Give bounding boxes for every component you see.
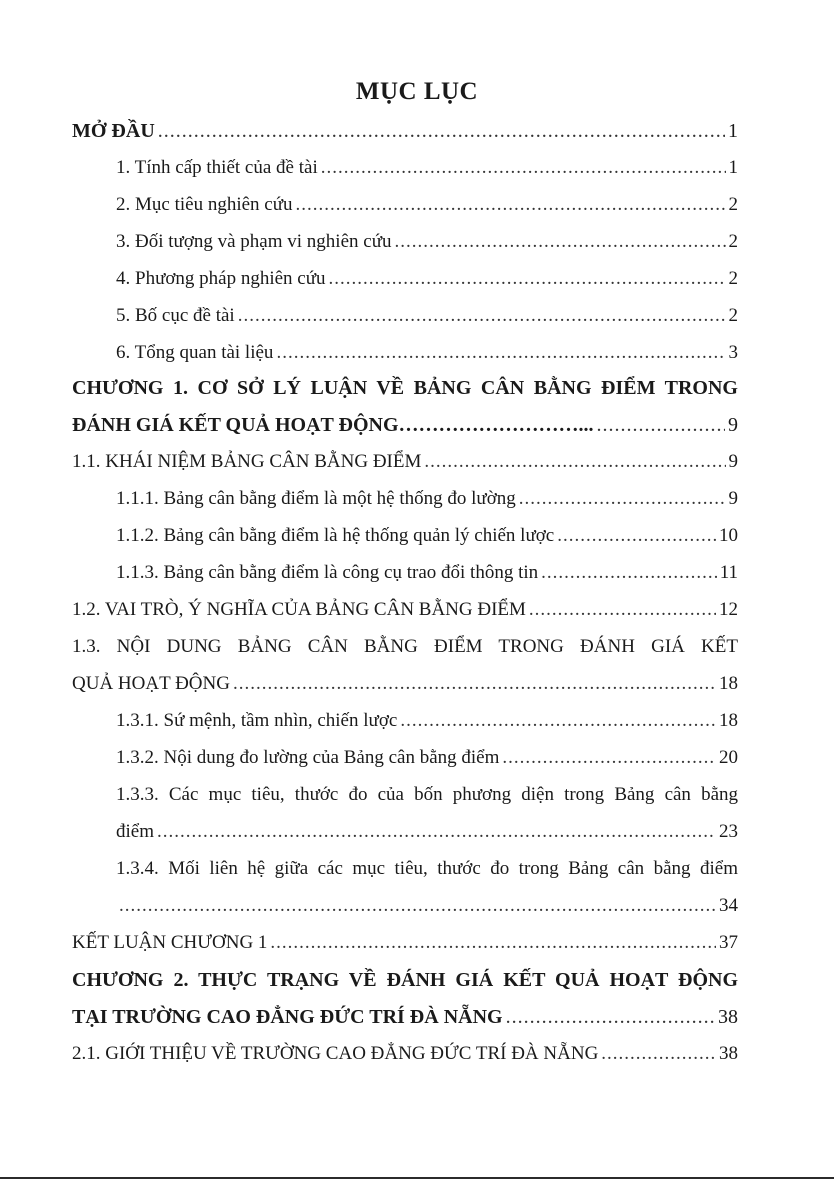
- toc-entry: [72, 599, 738, 636]
- toc-page-number: 2: [728, 268, 738, 289]
- toc-entry: [72, 414, 738, 451]
- toc-leader: [597, 414, 725, 437]
- toc-entry: [116, 268, 738, 305]
- toc-entry-text: 6. Tổng quan tài liệu: [116, 342, 274, 363]
- toc-entry: [116, 305, 738, 342]
- toc-leader: [158, 120, 725, 143]
- toc-page-number: 9: [728, 451, 738, 472]
- toc-leader: [529, 599, 716, 621]
- toc-entry-text: QUẢ HOẠT ĐỘNG: [72, 673, 230, 694]
- toc-leader: [424, 451, 725, 473]
- toc-entry: [116, 194, 738, 231]
- toc-page-number: 20: [719, 747, 738, 768]
- toc-entry: [116, 710, 738, 747]
- toc-leader: [601, 1043, 716, 1065]
- toc-leader: [276, 342, 725, 364]
- toc-page-number: 9: [728, 414, 738, 436]
- toc-entry-text: 1.3.1. Sứ mệnh, tầm nhìn, chiến lược: [116, 710, 398, 731]
- toc-page-number: 2: [728, 231, 738, 252]
- toc-entry-text: 1.1. KHÁI NIỆM BẢNG CÂN BẰNG ĐIỂM: [72, 451, 422, 472]
- toc-entry-text: KẾT LUẬN CHƯƠNG 1: [72, 932, 268, 953]
- toc-leader: [395, 231, 726, 253]
- toc-leader: [329, 268, 726, 290]
- toc-leader: [557, 525, 716, 547]
- toc-page-number: 37: [719, 932, 738, 953]
- toc-entry: [116, 157, 738, 194]
- toc-entry-text: 1.1.2. Bảng cân bằng điểm là hệ thống quản lý chiến lược: [116, 525, 555, 546]
- toc-leader: [541, 562, 717, 584]
- toc-page-number: 12: [719, 599, 738, 620]
- toc-leader: [119, 895, 716, 917]
- toc-entry-text: TẠI TRƯỜNG CAO ĐẲNG ĐỨC TRÍ ĐÀ NẴNG: [72, 1006, 503, 1028]
- toc-entry: [72, 451, 738, 488]
- toc-entry: [72, 120, 738, 157]
- toc-entry-text: 1.3.3. Các mục tiêu, thước đo của bốn phương diện trong Bảng cân bằng: [116, 784, 738, 805]
- toc-page-number: 1: [728, 120, 738, 142]
- toc-leader: [506, 1006, 715, 1029]
- toc-page-number: 23: [719, 821, 738, 842]
- toc-leader: [233, 673, 716, 695]
- toc-leader: [502, 747, 716, 769]
- toc-page-number: 2: [728, 194, 738, 215]
- toc-page-number: 9: [728, 488, 738, 509]
- page-title: MỤC LỤC: [355, 78, 479, 105]
- toc-entry-text: 5. Bố cục đề tài: [116, 305, 235, 326]
- toc-entry: [116, 488, 738, 525]
- toc-entry: [116, 858, 738, 895]
- toc-leader: [296, 194, 726, 216]
- toc-page-number: 38: [718, 1006, 738, 1028]
- toc-entry-text: điểm: [116, 821, 154, 842]
- toc-entry-text: ĐÁNH GIÁ KẾT QUẢ HOẠT ĐỘNG………………………...: [72, 414, 594, 436]
- toc-entry-text: MỞ ĐẦU: [72, 120, 155, 142]
- toc-leader: [238, 305, 726, 327]
- toc-entry-text: 1.3. NỘI DUNG BẢNG CÂN BẰNG ĐIỂM TRONG ĐÁNH GIÁ KẾT: [72, 636, 738, 657]
- toc-leader: [321, 157, 726, 179]
- toc-leader: [400, 710, 716, 732]
- toc-entry: [116, 562, 738, 599]
- toc-entry-text: 1.3.2. Nội dung đo lường của Bảng cân bằng điểm: [116, 747, 500, 768]
- toc-entry-text: CHƯƠNG 2. THỰC TRẠNG VỀ ĐÁNH GIÁ KẾT QUẢ HOẠT ĐỘNG: [72, 969, 738, 991]
- toc-page-number: 34: [719, 895, 738, 916]
- toc-entry: [72, 636, 738, 673]
- toc-entry-text: 2.1. GIỚI THIỆU VỀ TRƯỜNG CAO ĐẲNG ĐỨC TRÍ ĐÀ NẴNG: [72, 1043, 599, 1064]
- toc-entry-text: 1.2. VAI TRÒ, Ý NGHĨA CỦA BẢNG CÂN BẰNG ĐIỂM: [72, 599, 526, 620]
- toc-entry: [72, 932, 738, 969]
- toc-entry: [116, 342, 738, 379]
- toc-leader: [157, 821, 716, 843]
- toc-entry: [116, 821, 738, 858]
- toc-page-number: 10: [719, 525, 738, 546]
- toc-entry: [116, 231, 738, 268]
- toc-entry-text: 1. Tính cấp thiết của đề tài: [116, 157, 318, 178]
- toc-entry-text: 2. Mục tiêu nghiên cứu: [116, 194, 293, 215]
- toc-entry: [116, 784, 738, 821]
- toc-entry-text: 4. Phương pháp nghiên cứu: [116, 268, 326, 289]
- toc-leader: [270, 932, 716, 954]
- toc-entry: [72, 1043, 738, 1080]
- toc-page-number: 2: [728, 305, 738, 326]
- toc-entry-text: 1.1.1. Bảng cân bằng điểm là một hệ thống đo lường: [116, 488, 516, 509]
- toc-leader: [519, 488, 726, 510]
- toc-page-number: 11: [719, 562, 738, 583]
- toc-entry: [116, 525, 738, 562]
- toc-entry-text: 1.3.4. Mối liên hệ giữa các mục tiêu, thước đo trong Bảng cân bằng điểm: [116, 858, 738, 879]
- toc-entry-text: CHƯƠNG 1. CƠ SỞ LÝ LUẬN VỀ BẢNG CÂN BẰNG ĐIỂM TRONG: [72, 377, 738, 399]
- toc-entry: [72, 673, 738, 710]
- toc-entry: [72, 1006, 738, 1043]
- toc-entry: [72, 969, 738, 1006]
- toc-entry-text: 1.1.3. Bảng cân bằng điểm là công cụ trao đổi thông tin: [116, 562, 539, 583]
- toc-page-number: 38: [719, 1043, 738, 1064]
- toc-page-number: 18: [719, 710, 738, 731]
- toc-entry: [116, 895, 738, 932]
- toc-page-number: 3: [728, 342, 738, 363]
- toc-entry: [116, 747, 738, 784]
- toc-page-number: 1: [728, 157, 738, 178]
- toc-entry: [72, 377, 738, 414]
- toc-entry-text: 3. Đối tượng và phạm vi nghiên cứu: [116, 231, 392, 252]
- toc-page-number: 18: [719, 673, 738, 694]
- page-bottom-rule: [0, 1177, 834, 1179]
